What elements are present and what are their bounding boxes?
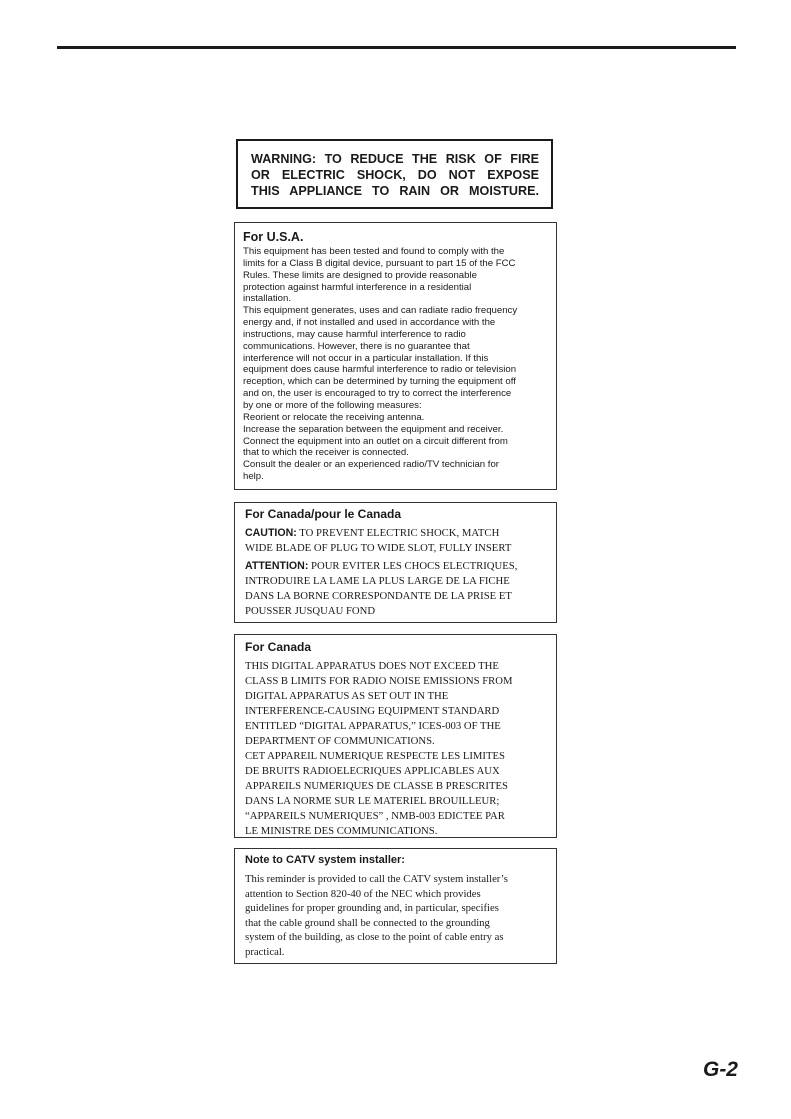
usa-line: instructions, may cause harmful interference to radio xyxy=(243,328,466,340)
canada-bilingual-box xyxy=(234,502,557,623)
attention-label: ATTENTION: xyxy=(245,560,309,572)
canada-line: APPAREILS NUMERIQUES DE CLASSE B PRESCRITES xyxy=(245,780,508,792)
canada-line: DIGITAL APPARATUS AS SET OUT IN THE xyxy=(245,690,449,702)
usa-line: This equipment has been tested and found to comply with the xyxy=(243,246,505,257)
caution-line-1 xyxy=(245,526,546,541)
warning-line-3: THIS APPLIANCE TO RAIN OR MOISTURE. xyxy=(251,184,539,198)
caution-label: CAUTION: xyxy=(245,527,297,539)
canada-line: LE MINISTRE DES COMMUNICATIONS. xyxy=(245,825,438,837)
usa-line: equipment does cause harmful interference to radio or television xyxy=(243,364,517,376)
usa-line: by one or more of the following measures: xyxy=(243,399,422,411)
catv-line: guidelines for proper grounding and, in particular, specifies xyxy=(245,902,499,914)
usa-line: This equipment generates, uses and can radiate radio frequency xyxy=(243,305,518,317)
caution-line-2: WIDE BLADE OF PLUG TO WIDE SLOT, FULLY INSERT xyxy=(245,542,512,554)
usa-line: communications. However, there is no guarantee that xyxy=(243,340,470,352)
warning-line-2: OR ELECTRIC SHOCK, DO NOT EXPOSE xyxy=(251,168,539,182)
canada-line: DE BRUITS RADIOELECRIQUES APPLICABLES AUX xyxy=(245,765,500,777)
top-rule xyxy=(57,46,736,49)
attention-line-4: POUSSER JUSQUAU FOND xyxy=(245,605,376,617)
catv-line: practical. xyxy=(245,945,285,958)
warning-box xyxy=(236,139,553,209)
usa-title: For U.S.A. xyxy=(243,230,304,244)
attention-line-3: DANS LA BORNE CORRESPONDANTE DE LA PRISE ET xyxy=(245,590,512,602)
attention-line-1 xyxy=(245,559,546,574)
catv-line: This reminder is provided to call the CATV system installer’s xyxy=(245,873,508,885)
canada-box xyxy=(234,634,557,838)
usa-line: that to which the receiver is connected. xyxy=(243,447,409,459)
catv-line: attention to Section 820-40 of the NEC which provides xyxy=(245,887,481,900)
canada-line: INTERFERENCE-CAUSING EQUIPMENT STANDARD xyxy=(245,705,500,717)
canada-line: DANS LA NORME SUR LE MATERIEL BROUILLEUR; xyxy=(245,795,500,807)
warning-line-1: WARNING: TO REDUCE THE RISK OF FIRE xyxy=(251,152,539,166)
usa-line: reception, which can be determined by turning the equipment off xyxy=(243,376,516,388)
canada-line: DEPARTMENT OF COMMUNICATIONS. xyxy=(245,735,435,747)
canada-line: “APPAREILS NUMERIQUES” , NMB-003 EDICTEE PAR xyxy=(245,810,505,822)
attention-line-2: INTRODUIRE LA LAME LA PLUS LARGE DE LA FICHE xyxy=(245,575,510,587)
canada-line: THIS DIGITAL APPARATUS DOES NOT EXCEED THE xyxy=(245,660,499,672)
catv-title: Note to CATV system installer: xyxy=(245,854,405,866)
attention-text: POUR EVITER LES CHOCS ELECTRIQUES, xyxy=(308,560,518,572)
page-number: G-2 xyxy=(702,1058,738,1081)
usa-line: protection against harmful interference in a residential xyxy=(243,281,472,293)
usa-line: help. xyxy=(243,471,264,483)
catv-line: system of the building, as close to the point of cable entry as xyxy=(245,931,504,943)
usa-line: installation. xyxy=(243,293,291,305)
usa-line: interference will not occur in a particular installation. If this xyxy=(243,352,489,364)
usa-notice-box xyxy=(234,222,557,490)
usa-line: Consult the dealer or an experienced radio/TV technician for xyxy=(243,459,499,471)
canada-title: For Canada xyxy=(245,640,312,654)
usa-line: limits for a Class B digital device, pursuant to part 15 of the FCC xyxy=(243,257,516,269)
canada-line: CET APPAREIL NUMERIQUE RESPECTE LES LIMITES xyxy=(245,750,505,762)
usa-line: energy and, if not installed and used in accordance with the xyxy=(243,317,496,329)
catv-line: that the cable ground shall be connected to the grounding xyxy=(245,916,490,929)
usa-line: Reorient or relocate the receiving antenna. xyxy=(243,411,425,423)
canada-line: ENTITLED “DIGITAL APPARATUS,” ICES-003 OF THE xyxy=(245,720,501,732)
usa-line: Rules. These limits are designed to provide reasonable xyxy=(243,269,477,281)
usa-line: Increase the separation between the equipment and receiver. xyxy=(243,423,504,435)
caution-text: TO PREVENT ELECTRIC SHOCK, MATCH xyxy=(296,527,500,539)
canada-line: CLASS B LIMITS FOR RADIO NOISE EMISSIONS FROM xyxy=(245,675,513,687)
usa-line: Connect the equipment into an outlet on a circuit different from xyxy=(243,435,508,447)
usa-line: and on, the user is encouraged to try to correct the interference xyxy=(243,388,512,400)
canada-bilingual-title: For Canada/pour le Canada xyxy=(245,507,402,521)
catv-note-box xyxy=(234,848,557,964)
